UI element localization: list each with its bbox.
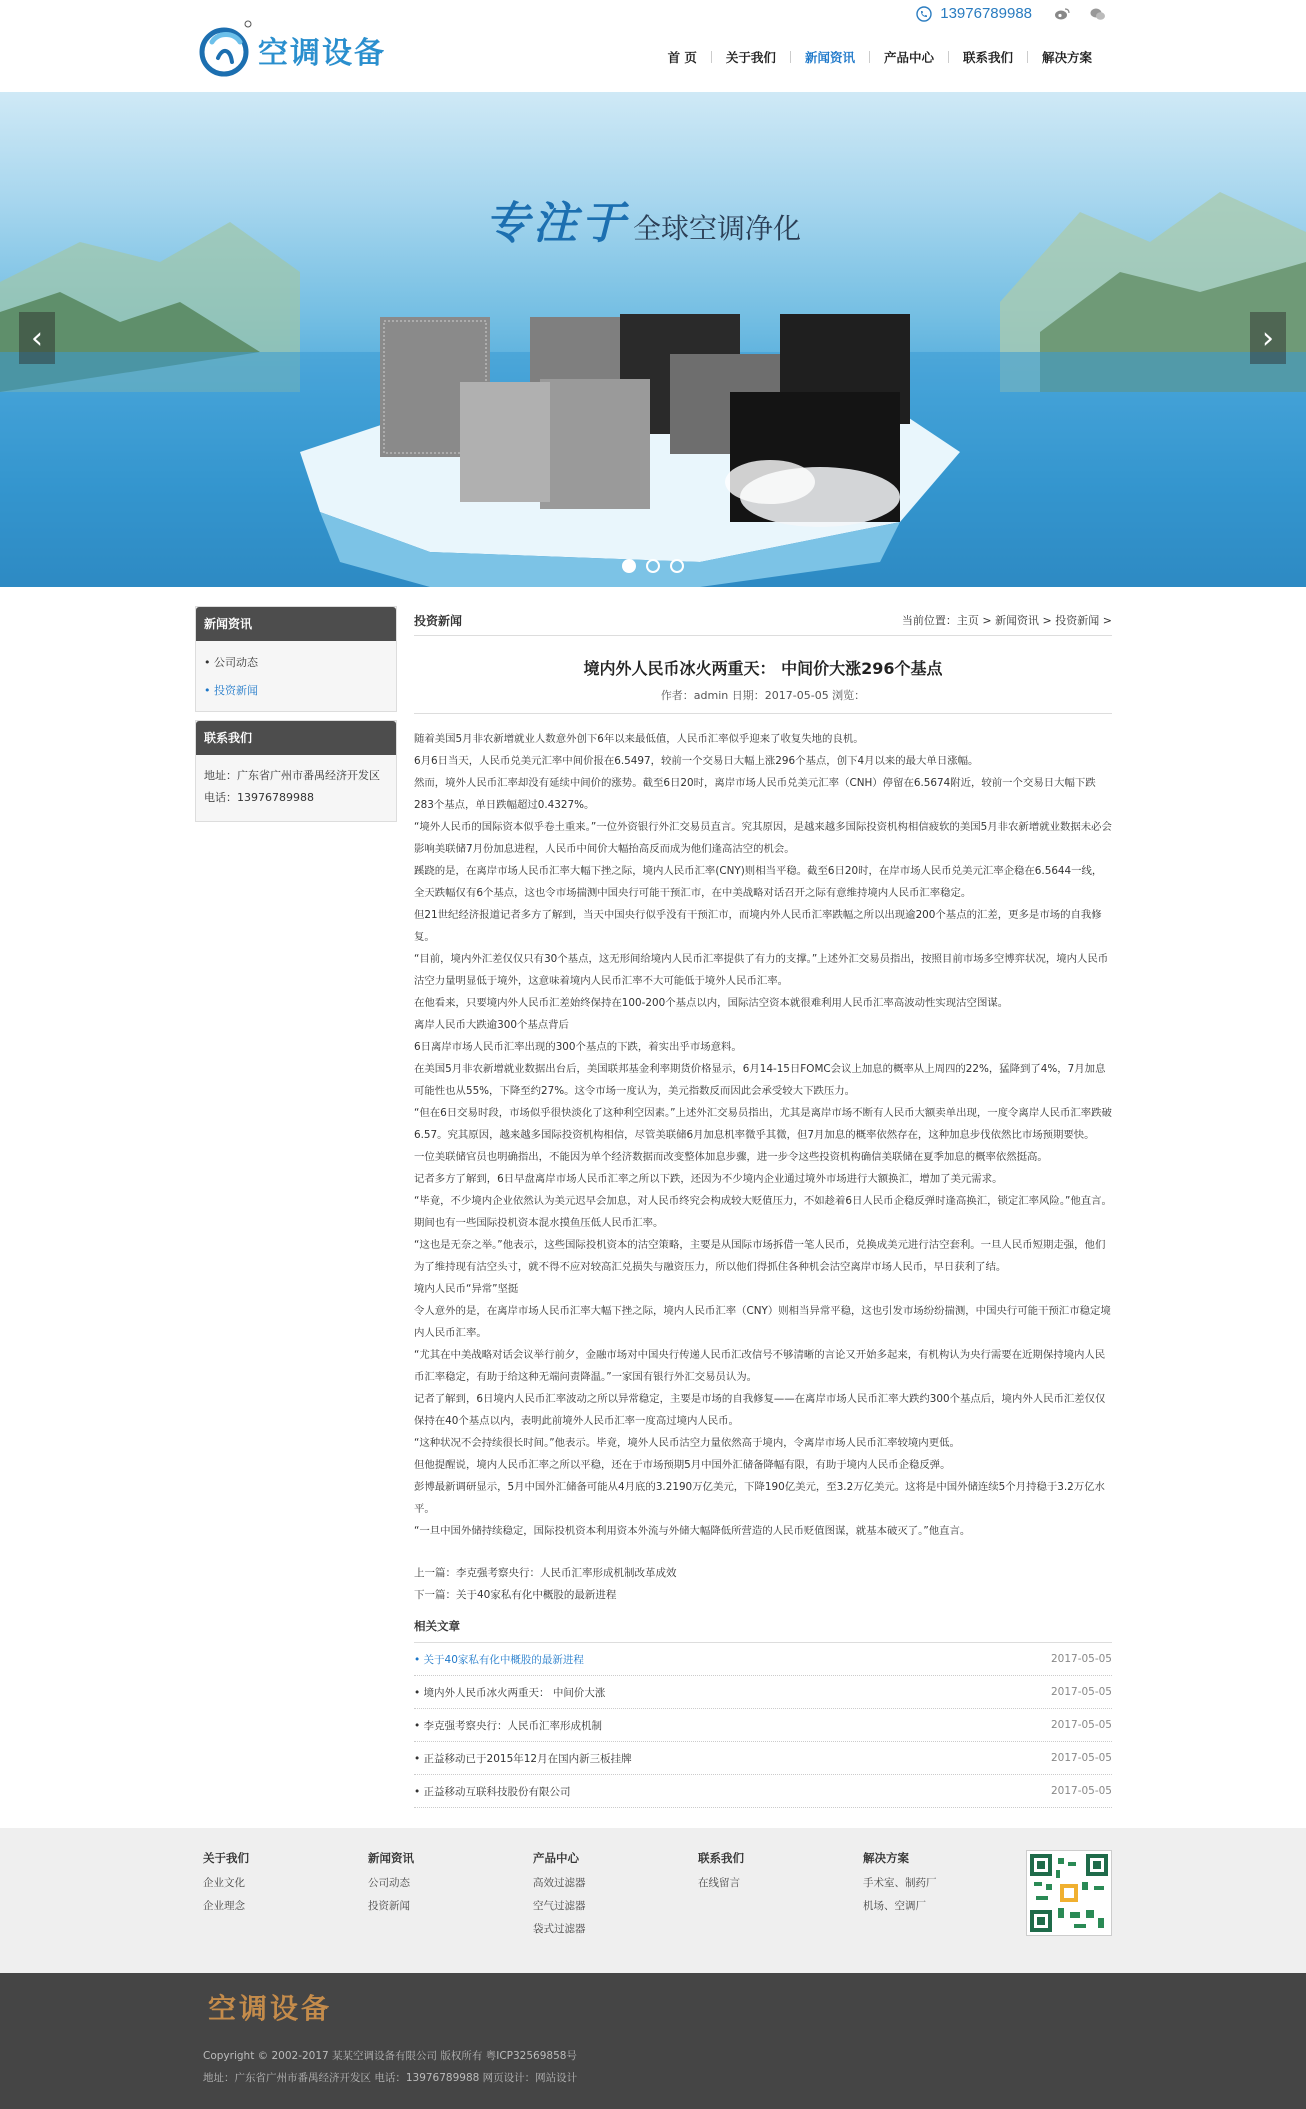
- nav-news[interactable]: 新闻资讯: [804, 50, 855, 65]
- article-meta: 作者：admin 日期：2017-05-05 浏览：: [414, 687, 1112, 714]
- sidebar-contact-title: 联系我们: [196, 721, 396, 755]
- sidebar-item-company-news[interactable]: • 公司动态: [204, 656, 258, 669]
- article-paragraph: “尤其在中美战略对话会议举行前夕，金融市场对中国央行传递人民币汇改信号不够清晰的言论又开始多起来，有机构认为央行需要在近期保持境内人民币汇率稳定，有助于给这种无端问责降温。”一家国有银行外汇交易员认为。: [414, 1349, 1106, 1383]
- article-subheading: 离岸人民币大跌逾300个基点背后: [414, 1019, 569, 1031]
- footer-heading[interactable]: 解决方案: [863, 1851, 909, 1865]
- next-article-link[interactable]: 下一篇：关于40家私有化中概股的最新进程: [414, 1589, 617, 1601]
- footer-heading[interactable]: 产品中心: [533, 1851, 579, 1865]
- sidebar: [195, 606, 397, 830]
- related-article-link[interactable]: • 李克强考察央行：人民币汇率形成机制: [414, 1719, 603, 1732]
- related-article-row: [414, 1709, 1112, 1742]
- nav-products[interactable]: 产品中心: [883, 50, 934, 65]
- sidebar-news-list: [196, 641, 396, 711]
- main-nav: [654, 48, 1106, 66]
- sidebar-news-block: [195, 606, 397, 712]
- header-phone: 13976789988: [940, 5, 1032, 22]
- bottom-info: [203, 2045, 577, 2089]
- article-paragraph: 随着美国5月非农新增就业人数意外创下6年以来最低值，人民币汇率似乎迎来了收复失地的良机。: [414, 733, 864, 745]
- article-paragraph: 蹊跷的是，在离岸市场人民币汇率大幅下挫之际，境内人民币汇率(CNY)则相当平稳。截至6日20时，在岸市场人民币兑美元汇率企稳在6.5644一线，全天跌幅仅有6个基点，这也令市场揣测中国央行可能干预汇市，在中美战略对话召开之际有意维持境内人民币汇率稳定。: [414, 865, 1103, 899]
- site-logo[interactable]: [196, 18, 426, 80]
- related-article-date: 2017-05-05: [1050, 1752, 1112, 1764]
- article-subheading: 境内人民币“异常”坚挺: [414, 1283, 519, 1295]
- related-article-link[interactable]: • 境内外人民币冰火两重天： 中间价大涨: [414, 1686, 606, 1699]
- qr-code-icon: [1026, 1850, 1112, 1936]
- breadcrumb-home[interactable]: 主页: [956, 614, 979, 627]
- related-article-date: 2017-05-05: [1050, 1653, 1112, 1665]
- site-bottom-bar: [0, 1973, 1306, 2109]
- hero-banner: [0, 92, 1306, 587]
- article-paragraph: “目前，境内外汇差仅仅只有30个基点，这无形间给境内人民币汇率提供了有力的支撑。”上述外汇交易员指出，按照目前市场多空博弈状况，境内人民币沽空力量明显低于境外，这意味着境内人民币汇率不大可能低于境外人民币汇率。: [414, 953, 1109, 987]
- related-article-row: [414, 1676, 1112, 1709]
- article-paragraph: 记者了解到，6日境内人民币汇率波动之所以异常稳定，主要是市场的自我修复——在离岸市场人民币汇率大跌约300个基点后，境内外人民币汇差仅仅保持在40个基点以内，表明此前境外人民币汇率一度高过境内人民币。: [414, 1393, 1106, 1427]
- footer-col-products: [533, 1850, 586, 1941]
- article-paragraph: 一位美联储官员也明确指出，不能因为单个经济数据而改变整体加息步骤，进一步令这些投资机构确信美联储在夏季加息的概率依然挺高。: [414, 1151, 1048, 1163]
- sidebar-address: 地址：广东省广州市番禺经济开发区: [204, 769, 380, 782]
- slogan-script: 专注于: [485, 198, 629, 249]
- article-paragraph: 记者多方了解到，6日早盘离岸市场人民币汇率之所以下跌，还因为不少境内企业通过境外市场进行大额换汇，增加了美元需求。: [414, 1173, 1003, 1185]
- article-paragraph: 令人意外的是，在离岸市场人民币汇率大幅下挫之际，境内人民币汇率（CNY）则相当异常平稳，这也引发市场纷纷揣测，中国央行可能干预汇市稳定境内人民币汇率。: [414, 1305, 1111, 1339]
- slogan-main: 全球空调净化: [633, 212, 802, 245]
- wechat-icon[interactable]: [1090, 7, 1106, 21]
- footer-col-solutions: [863, 1850, 937, 1918]
- banner-dot[interactable]: [646, 559, 660, 573]
- article-paragraph: 6月6日当天，人民币兑美元汇率中间价报在6.5497，较前一个交易日大幅上涨296个基点，创下4月以来的最大单日涨幅。: [414, 755, 979, 767]
- sidebar-contact-block: [195, 720, 397, 822]
- section-title: 投资新闻: [414, 614, 463, 628]
- main-header: [414, 606, 1112, 636]
- breadcrumb-prefix: 当前位置：: [901, 614, 957, 627]
- phone-icon: [916, 6, 932, 22]
- footer-heading[interactable]: 联系我们: [698, 1851, 744, 1865]
- copyright-text: Copyright © 2002-2017 某某空调设备有限公司 版权所有 粤ICP32569858号: [203, 2050, 577, 2062]
- footer-link[interactable]: 企业理念: [203, 1900, 245, 1912]
- article-paragraph: 但21世纪经济报道记者多方了解到，当天中国央行似乎没有干预汇市，而境内外人民币汇率跌幅之所以出现逾200个基点的汇差，更多是市场的自我修复。: [414, 909, 1102, 943]
- related-article-link[interactable]: • 正益移动已于2015年12月在国内新三板挂牌: [414, 1752, 632, 1765]
- article-paragraph: 彭博最新调研显示，5月中国外汇储备可能从4月底的3.2190万亿美元，下降190亿美元，至3.2万亿美元。这将是中国外储连续5个月持稳于3.2万亿水平。: [414, 1481, 1105, 1515]
- footer-link[interactable]: 在线留言: [698, 1877, 740, 1889]
- banner-slogan: [485, 187, 801, 251]
- article-paragraph: 在他看来，只要境内外人民币汇差始终保持在100-200个基点以内，国际沽空资本就很难利用人民币汇率高波动性实现沽空图谋。: [414, 997, 1009, 1009]
- footer-link[interactable]: 空气过滤器: [533, 1900, 586, 1912]
- main-content: [414, 606, 1112, 1808]
- article-paragraph: 但他提醒说，境内人民币汇率之所以平稳，还在于市场预期5月中国外汇储备降幅有限，有助于境内人民币企稳反弹。: [414, 1459, 951, 1471]
- footer-link[interactable]: 公司动态: [368, 1877, 410, 1889]
- banner-prev-button[interactable]: ‹: [19, 312, 55, 364]
- banner-dot[interactable]: [622, 559, 636, 573]
- prev-article-link[interactable]: 上一篇：李克强考察央行：人民币汇率形成机制改革成效: [414, 1567, 677, 1579]
- nav-about[interactable]: 关于我们: [725, 50, 776, 65]
- related-article-date: 2017-05-05: [1050, 1719, 1112, 1731]
- article-paragraph: 然而，境外人民币汇率却没有延续中间价的涨势。截至6日20时，离岸市场人民币兑美元汇率（CNH）停留在6.5674附近，较前一个交易日大幅下跌283个基点，单日跌幅超过0.4327%。: [414, 777, 1096, 811]
- footer-col-news: [368, 1850, 414, 1918]
- footer-col-contact: [698, 1850, 744, 1895]
- related-article-date: 2017-05-05: [1050, 1686, 1112, 1698]
- sidebar-news-title: 新闻资讯: [196, 607, 396, 641]
- nav-solutions[interactable]: 解决方案: [1041, 50, 1092, 65]
- related-article-link[interactable]: • 关于40家私有化中概股的最新进程: [414, 1653, 584, 1666]
- logo-text: 空调设备: [258, 36, 386, 71]
- footer-link[interactable]: 企业文化: [203, 1877, 245, 1889]
- banner-pagination: [622, 559, 684, 573]
- related-articles-list: [414, 1643, 1112, 1808]
- article-paragraph: “但在6日交易时段，市场似乎很快淡化了这种利空因素。”上述外汇交易员指出，尤其是离岸市场不断有人民币大额卖单出现，一度令离岸人民币汇率跌破6.57。究其原因，越来越多国际投资机构相信，尽管美联储6月加息机率微乎其微，但7月加息的概率依然存在，这种加息步伐依然比市场预期要快。: [414, 1107, 1112, 1141]
- nav-home[interactable]: 首 页: [667, 50, 697, 65]
- sidebar-item-investment-news[interactable]: • 投资新闻: [204, 684, 258, 697]
- footer-link[interactable]: 手术室、制药厂: [863, 1877, 937, 1889]
- breadcrumb: 当前位置：主页 > 新闻资讯 > 投资新闻 >: [901, 614, 1112, 627]
- article-paragraph: 6日离岸市场人民币汇率出现的300个基点的下跌，着实出乎市场意料。: [414, 1041, 742, 1053]
- related-article-date: 2017-05-05: [1050, 1785, 1112, 1797]
- footer-heading[interactable]: 关于我们: [203, 1851, 249, 1865]
- related-article-link[interactable]: • 正益移动互联科技股份有限公司: [414, 1785, 571, 1798]
- banner-next-button[interactable]: ›: [1250, 312, 1286, 364]
- banner-scene-image: [0, 92, 1306, 587]
- footer-link[interactable]: 机场、空调厂: [863, 1900, 926, 1912]
- site-header: [0, 0, 1306, 92]
- weibo-icon[interactable]: [1054, 7, 1070, 21]
- nav-contact[interactable]: 联系我们: [962, 50, 1013, 65]
- article-paragraph: “这也是无奈之举。”他表示，这些国际投机资本的沽空策略，主要是从国际市场拆借一笔人民币，兑换成美元进行沽空套利。一旦人民币短期走强，他们为了维持现有沽空头寸，就不得不应对较高汇兑损失与融资压力，所以他们得抓住各种机会沽空离岸市场人民币，早日获利了结。: [414, 1239, 1106, 1273]
- article-paragraph: “毕竟，不少境内企业依然认为美元迟早会加息，对人民币终究会构成较大贬值压力，不如趁着6日人民币企稳反弹时逢高换汇，锁定汇率风险。”他直言。期间也有一些国际投机资本混水摸鱼压低人民币汇率。: [414, 1195, 1112, 1229]
- footer-link[interactable]: 袋式过滤器: [533, 1923, 586, 1935]
- breadcrumb-investment[interactable]: 投资新闻: [1055, 614, 1100, 627]
- top-contact: [916, 5, 1106, 22]
- footer-heading[interactable]: 新闻资讯: [368, 1851, 414, 1865]
- article-paragraph: “一旦中国外储持续稳定，国际投机资本利用资本外流与外储大幅降低所营造的人民币贬值图谋，就基本破灭了。”他直言。: [414, 1525, 971, 1537]
- article-paragraph: “这种状况不会持续很长时间。”他表示。毕竟，境外人民币沽空力量依然高于境内，令离岸市场人民币汇率较境内更低。: [414, 1437, 960, 1449]
- related-article-row: [414, 1643, 1112, 1676]
- related-article-row: [414, 1742, 1112, 1775]
- sidebar-contact-info: [196, 755, 396, 821]
- breadcrumb-news[interactable]: 新闻资讯: [995, 614, 1040, 627]
- related-article-row: [414, 1775, 1112, 1808]
- footer-link[interactable]: 高效过滤器: [533, 1877, 586, 1889]
- footer-links: [0, 1828, 1306, 1973]
- article-title: 境内外人民币冰火两重天： 中间价大涨296个基点: [583, 659, 943, 678]
- logo-mark-icon: [196, 18, 256, 80]
- article-paragraph: 在美国5月非农新增就业数据出台后，美国联邦基金利率期货价格显示，6月14-15日FOMC会议上加息的概率从上周四的22%，猛降到了4%，7月加息可能性也从55%，下降至约27%。这令市场一度认为，美元指数反而因此会承受较大下跌压力。: [414, 1063, 1106, 1097]
- sidebar-phone: 电话：13976789988: [204, 791, 314, 804]
- prev-next-links: [414, 1562, 1112, 1606]
- footer-link[interactable]: 投资新闻: [368, 1900, 410, 1912]
- related-articles-title: 相关文章: [414, 1618, 1112, 1643]
- banner-dot[interactable]: [670, 559, 684, 573]
- article-paragraph: “境外人民币的国际资本似乎卷土重来。”一位外资银行外汇交易员直言。究其原因，是越来越多国际投资机构相信疲软的美国5月非农新增就业数据未必会影响美联储7月份加息进程，人民币中间价大幅抬高反而成为他们逢高沽空的机会。: [414, 821, 1112, 855]
- bottom-address: 地址：广东省广州市番禺经济开发区 电话：13976789988 网页设计：网站设计: [203, 2072, 578, 2084]
- article-body: [414, 728, 1112, 1542]
- bottom-logo: 空调设备: [208, 1992, 333, 2025]
- footer-col-about: [203, 1850, 249, 1918]
